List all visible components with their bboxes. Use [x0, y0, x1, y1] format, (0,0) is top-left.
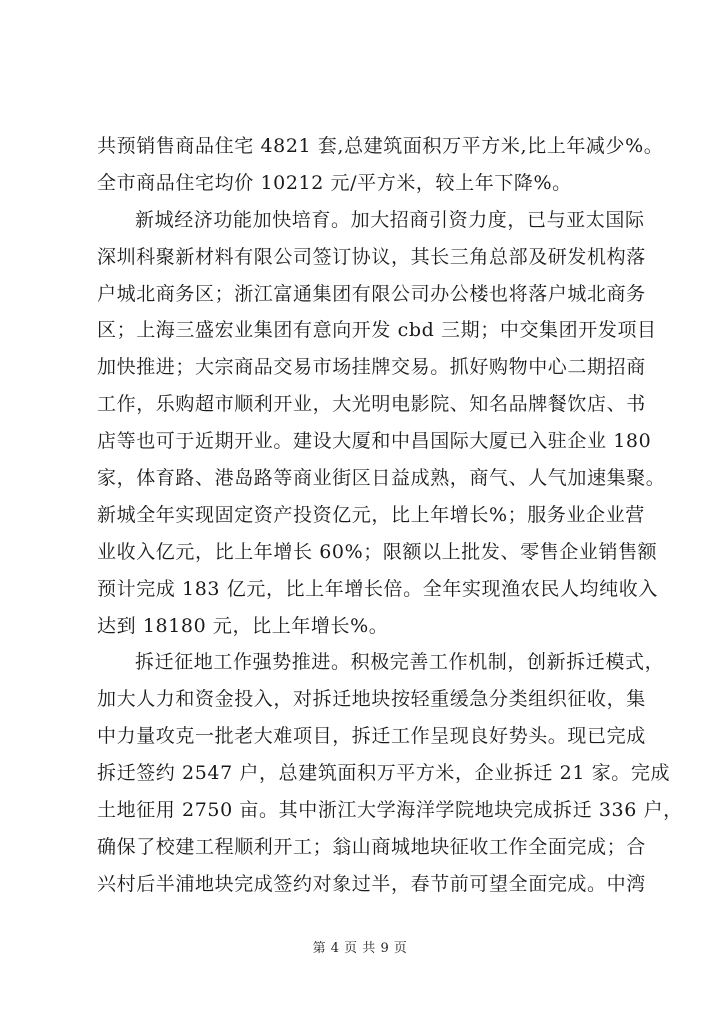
- text-line: 家，体育路、港岛路等商业街区日益成熟，商气、人气加速集聚。: [97, 467, 666, 490]
- text-line: 加快推进；大宗商品交易市场挂牌交易。抓好购物中心二期招商: [97, 356, 646, 379]
- paragraph-start-line: 拆迁征地工作强势推进。积极完善工作机制，创新拆迁模式，: [135, 651, 665, 674]
- text-line: 全市商品住宅均价 10212 元/平方米，较上年下降%。: [97, 171, 572, 194]
- text-line: 达到 18180 元，比上年增长%。: [97, 614, 389, 637]
- page-number-footer: 第 4 页 共 9 页: [312, 941, 408, 956]
- text-line: 确保了校建工程顺利开工；翁山商城地块征收工作全面完成；合: [97, 835, 646, 858]
- text-line: 共预销售商品住宅 4821 套,总建筑面积万平方米,比上年减少%。: [97, 135, 664, 157]
- text-line: 店等也可于近期开业。建设大厦和中昌国际大厦已入驻企业 180: [97, 430, 652, 453]
- text-line: 户城北商务区；浙江富通集团有限公司办公楼也将落户城北商务: [97, 282, 646, 305]
- text-line: 深圳科聚新材料有限公司签订协议，其长三角总部及研发机构落: [97, 245, 646, 268]
- text-line: 区；上海三盛宏业集团有意向开发 cbd 三期；中交集团开发项目: [97, 319, 657, 342]
- text-line: 业收入亿元，比上年增长 60%；限额以上批发、零售企业销售额: [97, 540, 658, 563]
- text-line: 预计完成 183 亿元，比上年增长倍。全年实现渔农民人均纯收入: [97, 577, 658, 600]
- body-text: [97, 128, 683, 903]
- text-line: 土地征用 2750 亩。其中浙江大学海洋学院地块完成拆迁 336 户，: [97, 799, 683, 822]
- text-line: 拆迁签约 2547 户，总建筑面积万平方米，企业拆迁 21 家。完成: [97, 762, 671, 785]
- text-line: 工作，乐购超市顺利开业，大光明电影院、知名品牌餐饮店、书: [97, 393, 646, 416]
- text-line: 加大人力和资金投入，对拆迁地块按轻重缓急分类组织征收，集: [97, 688, 646, 711]
- text-line: 兴村后半浦地块完成签约对象过半，春节前可望全面完成。中湾: [97, 872, 646, 895]
- text-line: 中力量攻克一批老大难项目，拆迁工作呈现良好势头。现已完成: [97, 725, 646, 748]
- paragraph-start-line: 新城经济功能加快培育。加大招商引资力度，已与亚太国际: [135, 208, 645, 231]
- text-line: 新城全年实现固定资产投资亿元，比上年增长%；服务业企业营: [97, 503, 645, 526]
